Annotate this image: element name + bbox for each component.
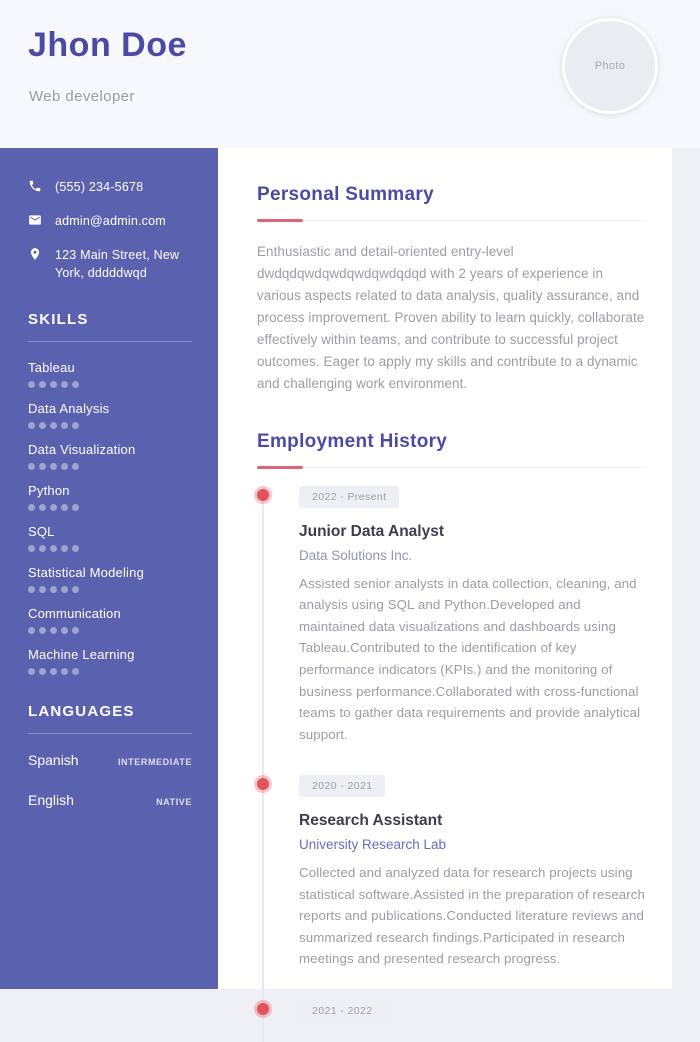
rating-dot-icon — [50, 668, 57, 675]
skill-item — [28, 401, 192, 429]
job-title: Junior Data Analyst — [299, 522, 444, 540]
contact-address — [28, 246, 192, 284]
rating-dot-icon — [50, 504, 57, 511]
summary-title: Personal Summary — [257, 184, 434, 205]
skill-rating — [28, 463, 192, 470]
skill-rating — [28, 422, 192, 429]
contact-phone — [28, 178, 192, 197]
job-title: Research Assistant — [299, 812, 443, 830]
skill-item — [28, 606, 192, 634]
skill-item — [28, 442, 192, 470]
summary-text: Enthusiastic and detail-oriented entry-level dwdqdqwdqwdqwdqwdqdqd with 2 years of experience in various aspects related to data analysis, quality assurance, and process improvement. Proven ability to learn quickly, collaborate effectively within teams, and contribute to successful project outcomes. Eager to apply my skills and contribute to a dynamic and challenging work environment. — [257, 244, 645, 391]
rating-dot-icon — [61, 381, 68, 388]
job-entry — [257, 486, 646, 745]
rating-dot-icon — [50, 627, 57, 634]
rating-dot-icon — [72, 627, 79, 634]
skills-heading: SKILLS — [28, 311, 89, 328]
rating-dot-icon — [61, 545, 68, 552]
rating-dot-icon — [28, 545, 35, 552]
rating-dot-icon — [28, 668, 35, 675]
rating-dot-icon — [72, 668, 79, 675]
rating-dot-icon — [28, 463, 35, 470]
job-entry — [257, 1000, 646, 1022]
job-description: Assisted senior analysts in data collection, cleaning, and analysis using SQL and Python.Developed and maintained data visualizations and dashboards using Tableau.Contributed to the identification of key performance indicators (KPIs.) and the monitoring of business performance.Collaborated with cross-functional teams to gather data requirements and provide analytical support. — [299, 575, 641, 742]
rating-dot-icon — [28, 422, 35, 429]
skill-name: Python — [28, 483, 70, 498]
rating-dot-icon — [39, 627, 46, 634]
sidebar — [0, 148, 218, 989]
rating-dot-icon — [61, 627, 68, 634]
job-company: University Research Lab — [299, 837, 447, 853]
skill-name: Statistical Modeling — [28, 565, 144, 580]
person-name: Jhon Doe — [28, 26, 187, 64]
person-role: Web developer — [29, 88, 135, 105]
job-entry — [257, 775, 646, 970]
job-period-badge: 2020 - 2021 — [299, 775, 385, 797]
photo-placeholder[interactable] — [562, 18, 658, 114]
skill-rating — [28, 586, 192, 593]
rating-dot-icon — [39, 422, 46, 429]
rating-dot-icon — [39, 381, 46, 388]
job-period-badge: 2022 - Present — [299, 486, 399, 508]
skill-name: Tableau — [28, 360, 75, 375]
resume-header — [0, 0, 700, 148]
rating-dot-icon — [72, 463, 79, 470]
photo-label: Photo — [594, 60, 626, 72]
rating-dot-icon — [72, 504, 79, 511]
skill-item — [28, 565, 192, 593]
rating-dot-icon — [61, 463, 68, 470]
rating-dot-icon — [39, 545, 46, 552]
rating-dot-icon — [72, 381, 79, 388]
street-address: 123 Main Street, New York, dddddwqd — [55, 247, 180, 281]
job-description: Collected and analyzed data for research projects using statistical software.Assisted in the preparation of research reports and publications.Conducted literature reviews and summarized research findings.Participated in research meetings and presented research progress. — [299, 865, 645, 967]
languages-heading: LANGUAGES — [28, 703, 135, 720]
language-item — [28, 752, 192, 768]
language-level: NATIVE — [156, 797, 192, 807]
rating-dot-icon — [50, 586, 57, 593]
job-company: Data Solutions Inc. — [299, 547, 413, 563]
language-name: English — [28, 792, 74, 808]
rating-dot-icon — [28, 381, 35, 388]
employment-title-underline — [257, 467, 646, 468]
rating-dot-icon — [61, 422, 68, 429]
employment-timeline — [257, 486, 646, 1022]
rating-dot-icon — [50, 463, 57, 470]
skill-name: Data Analysis — [28, 401, 110, 416]
languages-divider — [28, 733, 192, 734]
language-item — [28, 792, 192, 808]
location-icon — [28, 247, 42, 261]
skill-item — [28, 647, 192, 675]
language-level: INTERMEDIATE — [117, 757, 192, 767]
skill-rating — [28, 545, 192, 552]
rating-dot-icon — [39, 463, 46, 470]
contact-email — [28, 212, 192, 231]
rating-dot-icon — [28, 586, 35, 593]
timeline-dot-icon — [257, 778, 269, 790]
timeline-dot-icon — [257, 1003, 269, 1015]
skill-item — [28, 360, 192, 388]
rating-dot-icon — [72, 586, 79, 593]
skill-item — [28, 483, 192, 511]
rating-dot-icon — [61, 668, 68, 675]
skill-rating — [28, 381, 192, 388]
rating-dot-icon — [39, 586, 46, 593]
employment-section — [257, 431, 646, 1022]
timeline-dot-icon — [257, 489, 269, 501]
phone-number: (555) 234-5678 — [55, 180, 144, 194]
skill-rating — [28, 627, 192, 634]
skill-rating — [28, 668, 192, 675]
rating-dot-icon — [50, 545, 57, 552]
rating-dot-icon — [61, 586, 68, 593]
skill-name: Machine Learning — [28, 647, 135, 662]
email-address: admin@admin.com — [55, 213, 166, 228]
rating-dot-icon — [28, 504, 35, 511]
rating-dot-icon — [50, 422, 57, 429]
summary-title-underline — [257, 220, 646, 221]
skill-name: SQL — [28, 524, 55, 539]
rating-dot-icon — [72, 422, 79, 429]
rating-dot-icon — [39, 668, 46, 675]
employment-title: Employment History — [257, 430, 448, 452]
phone-icon — [28, 179, 42, 193]
skill-item — [28, 524, 192, 552]
language-name: Spanish — [28, 752, 79, 768]
rating-dot-icon — [28, 627, 35, 634]
skills-divider — [28, 341, 192, 342]
skill-name: Data Visualization — [28, 442, 136, 457]
rating-dot-icon — [50, 381, 57, 388]
skill-rating — [28, 504, 192, 511]
rating-dot-icon — [72, 545, 79, 552]
rating-dot-icon — [39, 504, 46, 511]
rating-dot-icon — [61, 504, 68, 511]
job-period-badge: 2021 - 2022 — [299, 1000, 385, 1022]
email-icon — [28, 213, 42, 227]
main-content — [218, 148, 672, 1017]
skill-name: Communication — [28, 606, 121, 621]
